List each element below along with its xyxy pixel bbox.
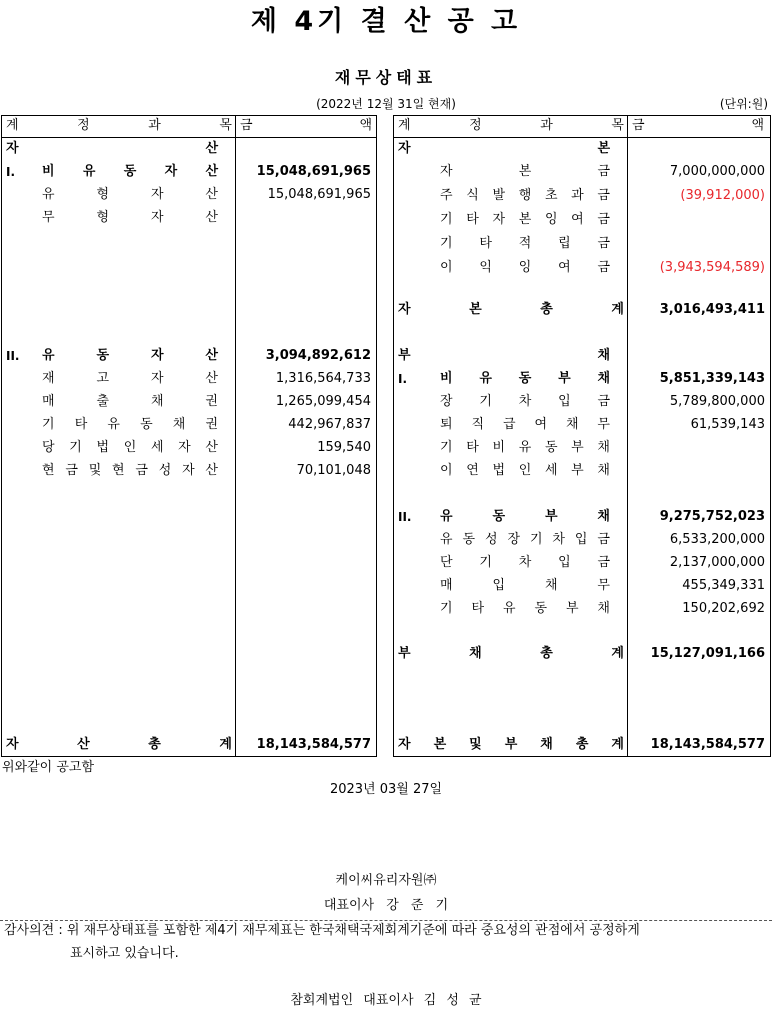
liability-item-row bbox=[394, 437, 770, 459]
account-label bbox=[398, 734, 624, 756]
label-char: 채 bbox=[469, 646, 482, 661]
liability-item-row bbox=[394, 575, 770, 597]
account-label bbox=[240, 115, 372, 137]
label-char: 타 bbox=[74, 417, 88, 432]
label-char: 세 bbox=[150, 440, 164, 455]
label-char: 동 bbox=[492, 509, 506, 524]
label-char: 계 bbox=[611, 646, 624, 661]
label-char: 유 bbox=[440, 509, 453, 524]
label-char: 식 bbox=[466, 188, 479, 203]
label-char: 자 bbox=[164, 164, 178, 179]
amount-value: 9,275,752,023 bbox=[659, 509, 765, 524]
label-char: 기 bbox=[440, 440, 453, 455]
label-char: 유 bbox=[42, 187, 55, 202]
label-char: 금 bbox=[597, 532, 610, 547]
label-char: 여 bbox=[558, 260, 571, 275]
liability-item-row bbox=[394, 552, 770, 574]
asset-item-row bbox=[2, 414, 376, 436]
label-char: 익 bbox=[479, 260, 492, 275]
liability-item-row bbox=[394, 414, 770, 436]
label-char: 기 bbox=[69, 440, 82, 455]
audit-opinion-line2: 표시하고 있습니다. bbox=[70, 946, 179, 961]
label-char: 법 bbox=[492, 463, 506, 478]
equity-item-row bbox=[394, 185, 770, 207]
label-char: 부 bbox=[544, 509, 558, 524]
label-char: 현 bbox=[112, 463, 125, 478]
account-label bbox=[440, 552, 610, 574]
liability-item-row bbox=[394, 460, 770, 482]
label-char: 산 bbox=[205, 440, 218, 455]
label-char: 금 bbox=[597, 164, 610, 179]
label-char: 당 bbox=[42, 440, 55, 455]
label-char: 자 bbox=[182, 463, 195, 478]
label-char: 과 bbox=[540, 118, 553, 133]
label-char: 채 bbox=[565, 417, 579, 432]
label-char: 장 bbox=[507, 532, 521, 547]
label-char: 차 bbox=[518, 394, 532, 409]
label-char: 부 bbox=[398, 646, 411, 661]
label-char: 자 bbox=[178, 440, 191, 455]
label-char: 금 bbox=[597, 555, 610, 570]
label-char: 유 bbox=[502, 601, 516, 616]
audit-opinion-line1: 감사의견 : 위 재무상태표를 포함한 제4기 재무제표는 한국채택국제회계기준에 따라 중요성의 관점에서 공정하게 bbox=[4, 923, 640, 938]
label-char: 타 bbox=[466, 440, 479, 455]
label-char: 부 bbox=[504, 737, 518, 752]
amount-value: (3,943,594,589) bbox=[659, 260, 765, 275]
account-label bbox=[42, 391, 218, 413]
label-char: 동 bbox=[534, 601, 548, 616]
label-char: 금 bbox=[632, 118, 645, 133]
noncurrent-assets-row bbox=[2, 161, 376, 183]
label-char: 산 bbox=[205, 348, 218, 363]
label-char: 본 bbox=[518, 212, 532, 227]
label-char: 성 bbox=[158, 463, 172, 478]
account-label bbox=[42, 345, 218, 367]
label-char: 여 bbox=[534, 417, 548, 432]
label-char: 입 bbox=[574, 532, 588, 547]
label-char: 산 bbox=[205, 371, 218, 386]
label-char: 본 bbox=[433, 737, 447, 752]
equity-item-row bbox=[394, 233, 770, 255]
label-char: 유 bbox=[107, 417, 120, 432]
publish-date: 2023년 03월 27일 bbox=[329, 782, 443, 797]
label-char: 주 bbox=[440, 188, 453, 203]
label-char: 채 bbox=[597, 509, 610, 524]
label-char: 행 bbox=[518, 188, 532, 203]
label-char: 동 bbox=[140, 417, 153, 432]
account-label bbox=[42, 368, 218, 390]
account-label bbox=[6, 138, 218, 160]
label-char: 자 bbox=[492, 212, 506, 227]
announcement-title: 제 4기 결 산 공 고 bbox=[250, 6, 522, 37]
label-char: 비 bbox=[440, 371, 453, 386]
label-char: 유 bbox=[479, 371, 492, 386]
grand-total-row bbox=[394, 734, 770, 756]
label-char: 부 bbox=[571, 440, 584, 455]
amount-value: 159,540 bbox=[317, 440, 371, 455]
label-char: 자 bbox=[440, 164, 453, 179]
label-char: 권 bbox=[205, 394, 218, 409]
label-char: 부 bbox=[558, 371, 571, 386]
section-number: II. bbox=[398, 510, 412, 524]
amount-value: 150,202,692 bbox=[682, 601, 765, 616]
label-char: 금 bbox=[597, 394, 610, 409]
label-char: 무 bbox=[42, 210, 55, 225]
label-char: 본 bbox=[518, 164, 532, 179]
unit-label: (단위:원) bbox=[719, 97, 768, 111]
account-label bbox=[398, 345, 610, 367]
account-label bbox=[42, 207, 218, 229]
amount-value: 18,143,584,577 bbox=[256, 737, 371, 752]
label-char: 계 bbox=[219, 737, 232, 752]
label-char: 부 bbox=[565, 601, 579, 616]
account-label bbox=[440, 506, 610, 528]
label-char: 산 bbox=[205, 187, 218, 202]
label-char: 초 bbox=[544, 188, 558, 203]
account-label bbox=[440, 209, 610, 231]
account-label bbox=[440, 185, 610, 207]
company-name: 케이씨유리자원㈜ bbox=[335, 873, 437, 888]
label-char: 산 bbox=[205, 463, 218, 478]
label-char: 유 bbox=[42, 348, 55, 363]
label-char: 채 bbox=[597, 601, 610, 616]
asset-item-row bbox=[2, 437, 376, 459]
assets-table bbox=[1, 115, 377, 757]
account-label bbox=[440, 575, 610, 597]
header-amount-cell bbox=[394, 115, 770, 137]
label-char: 유 bbox=[82, 164, 96, 179]
label-char: 산 bbox=[77, 737, 90, 752]
label-char: 자 bbox=[150, 371, 164, 386]
asset-item-row bbox=[2, 207, 376, 229]
label-char: 권 bbox=[205, 417, 218, 432]
label-char: 채 bbox=[172, 417, 186, 432]
label-char: 자 bbox=[6, 141, 19, 156]
label-char: 여 bbox=[571, 212, 584, 227]
label-char: 입 bbox=[492, 578, 506, 593]
label-char: 기 bbox=[479, 394, 492, 409]
label-char: 총 bbox=[148, 737, 161, 752]
label-char: 동 bbox=[462, 532, 476, 547]
liability-item-row bbox=[394, 529, 770, 551]
label-char: 채 bbox=[597, 348, 610, 363]
equity-item-row bbox=[394, 161, 770, 183]
label-char: 채 bbox=[597, 440, 610, 455]
label-char: 이 bbox=[440, 463, 453, 478]
label-char: 고 bbox=[96, 371, 110, 386]
amount-value: 1,265,099,454 bbox=[275, 394, 371, 409]
account-label bbox=[440, 598, 610, 620]
amount-value: 3,094,892,612 bbox=[265, 348, 371, 363]
current-liabilities-row bbox=[394, 506, 770, 528]
label-char: 계 bbox=[6, 118, 19, 133]
label-char: 자 bbox=[398, 141, 411, 156]
label-char: 잉 bbox=[518, 260, 532, 275]
label-char: 자 bbox=[150, 210, 164, 225]
label-char: 형 bbox=[96, 187, 110, 202]
liability-item-row bbox=[394, 598, 770, 620]
equity-item-row bbox=[394, 257, 770, 279]
label-char: 금 bbox=[597, 212, 610, 227]
announcement-note: 위와같이 공고함 bbox=[2, 760, 95, 775]
amount-value: 3,016,493,411 bbox=[659, 302, 765, 317]
current-assets-row bbox=[2, 345, 376, 367]
label-char: 및 bbox=[469, 737, 482, 752]
label-char: 성 bbox=[484, 532, 498, 547]
account-label bbox=[440, 233, 610, 255]
amount-value: 15,048,691,965 bbox=[267, 187, 371, 202]
label-char: 총 bbox=[540, 302, 553, 317]
label-char: 정 bbox=[469, 118, 482, 133]
label-char: 목 bbox=[611, 118, 624, 133]
label-char: 비 bbox=[492, 440, 506, 455]
account-label bbox=[440, 391, 610, 413]
label-char: 무 bbox=[597, 578, 610, 593]
label-char: 유 bbox=[440, 532, 453, 547]
label-char: 산 bbox=[205, 141, 218, 156]
label-char: 자 bbox=[398, 737, 411, 752]
label-char: 목 bbox=[219, 118, 232, 133]
label-char: 재 bbox=[42, 371, 55, 386]
statement-title: 재무상태표 bbox=[334, 68, 438, 87]
asset-item-row bbox=[2, 184, 376, 206]
label-char: 계 bbox=[398, 118, 411, 133]
account-label bbox=[440, 460, 610, 482]
label-char: 계 bbox=[611, 737, 624, 752]
account-label bbox=[42, 460, 218, 482]
liabilities-equity-table bbox=[393, 115, 771, 757]
label-char: 타 bbox=[479, 236, 492, 251]
label-char: 금 bbox=[597, 260, 610, 275]
header-amount-cell bbox=[2, 115, 376, 137]
label-char: 자 bbox=[6, 737, 19, 752]
label-char: 타 bbox=[466, 212, 479, 227]
label-char: 차 bbox=[552, 532, 565, 547]
label-char: 자 bbox=[150, 348, 164, 363]
amount-value: 61,539,143 bbox=[690, 417, 765, 432]
account-label bbox=[42, 161, 218, 183]
label-char: 잉 bbox=[544, 212, 558, 227]
label-char: 채 bbox=[597, 371, 610, 386]
asset-item-row bbox=[2, 391, 376, 413]
label-char: 정 bbox=[77, 118, 90, 133]
account-label bbox=[440, 529, 610, 551]
label-char: 채 bbox=[540, 737, 553, 752]
label-char: 산 bbox=[205, 164, 218, 179]
label-char: 유 bbox=[518, 440, 532, 455]
label-char: 금 bbox=[597, 236, 610, 251]
total-equity-row bbox=[394, 299, 770, 321]
label-char: 무 bbox=[597, 417, 610, 432]
account-label bbox=[440, 437, 610, 459]
account-label bbox=[632, 115, 764, 137]
auditor-name: 참회계법인 대표이사 김 성 균 bbox=[290, 993, 482, 1008]
label-char: 급 bbox=[502, 417, 516, 432]
label-char: 부 bbox=[571, 463, 584, 478]
label-char: 매 bbox=[42, 394, 55, 409]
label-char: 총 bbox=[540, 646, 553, 661]
section-assets bbox=[2, 138, 376, 160]
liability-item-row bbox=[394, 391, 770, 413]
section-number: I. bbox=[398, 372, 408, 386]
label-char: 액 bbox=[359, 118, 372, 133]
label-char: 출 bbox=[96, 394, 110, 409]
account-label bbox=[440, 368, 610, 390]
label-char: 채 bbox=[597, 463, 610, 478]
amount-value: 6,533,200,000 bbox=[669, 532, 765, 547]
label-char: 액 bbox=[751, 118, 764, 133]
label-char: 기 bbox=[42, 417, 55, 432]
label-char: 입 bbox=[558, 394, 571, 409]
total-liabilities-row bbox=[394, 643, 770, 665]
label-char: 금 bbox=[135, 463, 148, 478]
amount-value: 70,101,048 bbox=[296, 463, 371, 478]
amount-value: 18,143,584,577 bbox=[650, 737, 765, 752]
label-char: 동 bbox=[518, 371, 532, 386]
label-char: 매 bbox=[440, 578, 453, 593]
amount-value: 2,137,000,000 bbox=[669, 555, 765, 570]
label-char: 형 bbox=[96, 210, 110, 225]
amount-value: 455,349,331 bbox=[682, 578, 765, 593]
section-number: I. bbox=[6, 165, 16, 179]
label-char: 자 bbox=[150, 187, 164, 202]
label-char: 장 bbox=[440, 394, 453, 409]
account-label bbox=[6, 734, 232, 756]
section-equity bbox=[394, 138, 770, 160]
total-assets-row bbox=[2, 734, 376, 756]
label-char: 단 bbox=[440, 555, 453, 570]
account-label bbox=[440, 257, 610, 279]
label-char: 부 bbox=[398, 348, 411, 363]
equity-item-row bbox=[394, 209, 770, 231]
label-char: 금 bbox=[597, 188, 610, 203]
label-char: 기 bbox=[440, 236, 453, 251]
label-char: 퇴 bbox=[440, 417, 453, 432]
label-char: 동 bbox=[96, 348, 110, 363]
amount-value: 442,967,837 bbox=[288, 417, 371, 432]
label-char: 인 bbox=[518, 463, 532, 478]
label-char: 기 bbox=[440, 601, 453, 616]
label-char: 금 bbox=[65, 463, 78, 478]
label-char: 동 bbox=[123, 164, 137, 179]
asset-item-row bbox=[2, 368, 376, 390]
account-label bbox=[440, 414, 610, 436]
account-label bbox=[398, 138, 610, 160]
amount-value: 15,048,691,965 bbox=[256, 164, 371, 179]
label-char: 과 bbox=[148, 118, 161, 133]
account-label bbox=[42, 184, 218, 206]
label-char: 세 bbox=[544, 463, 558, 478]
label-char: 채 bbox=[150, 394, 164, 409]
amount-value: 5,789,800,000 bbox=[669, 394, 765, 409]
statement-date: (2022년 12월 31일 현재) bbox=[316, 97, 456, 111]
label-char: 법 bbox=[96, 440, 110, 455]
label-char: 인 bbox=[123, 440, 137, 455]
label-char: 및 bbox=[88, 463, 102, 478]
label-char: 금 bbox=[240, 118, 253, 133]
label-char: 비 bbox=[42, 164, 55, 179]
amount-value: 1,316,564,733 bbox=[275, 371, 371, 386]
label-char: 산 bbox=[205, 210, 218, 225]
label-char: 동 bbox=[544, 440, 558, 455]
asset-item-row bbox=[2, 460, 376, 482]
label-char: 차 bbox=[518, 555, 532, 570]
label-char: 립 bbox=[558, 236, 571, 251]
label-char: 총 bbox=[575, 737, 589, 752]
label-char: 현 bbox=[42, 463, 55, 478]
label-char: 타 bbox=[471, 601, 485, 616]
noncurrent-liabilities-row bbox=[394, 368, 770, 390]
account-label bbox=[42, 414, 218, 436]
label-char: 입 bbox=[558, 555, 571, 570]
account-label bbox=[398, 643, 624, 665]
label-char: 과 bbox=[571, 188, 584, 203]
label-char: 이 bbox=[440, 260, 453, 275]
amount-value: 5,851,339,143 bbox=[659, 371, 765, 386]
label-char: 계 bbox=[611, 302, 624, 317]
label-char: 기 bbox=[479, 555, 492, 570]
label-char: 채 bbox=[544, 578, 558, 593]
label-char: 자 bbox=[398, 302, 411, 317]
representative-name: 대표이사 강 준 기 bbox=[323, 898, 449, 913]
label-char: 본 bbox=[469, 302, 482, 317]
amount-value: 15,127,091,166 bbox=[650, 646, 765, 661]
label-char: 연 bbox=[466, 463, 479, 478]
label-char: 발 bbox=[492, 188, 506, 203]
account-label bbox=[398, 299, 624, 321]
label-char: 직 bbox=[471, 417, 485, 432]
section-liabilities bbox=[394, 345, 770, 367]
section-number: II. bbox=[6, 349, 20, 363]
amount-value: 7,000,000,000 bbox=[669, 164, 765, 179]
amount-value: (39,912,000) bbox=[680, 188, 765, 203]
account-label bbox=[42, 437, 218, 459]
account-label bbox=[440, 161, 610, 183]
label-char: 기 bbox=[529, 532, 543, 547]
label-char: 기 bbox=[440, 212, 453, 227]
label-char: 적 bbox=[518, 236, 532, 251]
label-char: 본 bbox=[597, 141, 610, 156]
